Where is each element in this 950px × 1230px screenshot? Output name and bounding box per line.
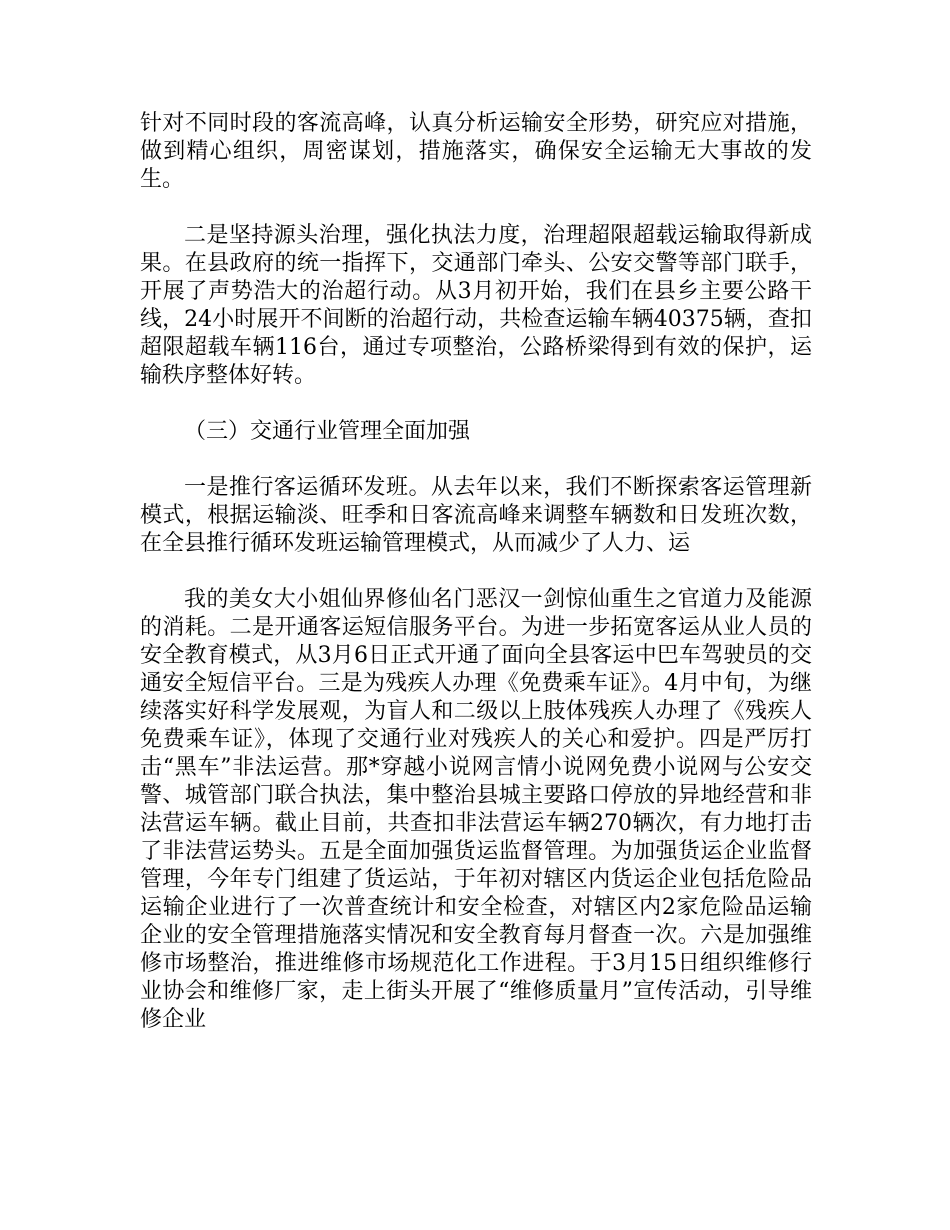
paragraph-management-measures: 我的美女大小姐仙界修仙名门恶汉一剑惊仙重生之官道力及能源的消耗。二是开通客运短信服务平台。为进一步拓宽客运从业人员的安全教育模式，从3月6日正式开通了面向全县客运中巴车驾驶员的交通安全短信平台。三是为残疾人办理《免费乘车证》。4月中旬，为继续落实好科学发展观，为盲人和二级以上肢体残疾人办理了《残疾人免费乘车证》，体现了交通行业对残疾人的关心和爱护。四是严厉打击“黑车”非法运营。那*穿越小说网言情小说网免费小说网与公安交警、城管部门联合执法，集中整治县城主要路口停放的异地经营和非法营运车辆。截止目前，共查扣非法营运车辆270辆次，有力地打击了非法营运势头。五是全面加强货运监督管理。为加强货运企业监督管理，今年专门组建了货运站，于年初对辖区内货运企业包括危险品运输企业进行了一次普查统计和安全检查，对辖区内2家危险品运输企业的安全管理措施落实情况和安全教育每月督查一次。六是加强维修市场整治，推进维修市场规范化工作进程。于3月15日组织维修行业协会和维修厂家，走上街头开展了“维修质量月”宣传活动，引导维修企业: [140, 587, 812, 1032]
section-heading: （三）交通行业管理全面加强: [184, 419, 471, 444]
paragraph-continuation: 针对不同时段的客流高峰，认真分析运输安全形势，研究应对措施，做到精心组织，周密谋划，措施落实，确保安全运输无大事故的发生。: [140, 111, 812, 192]
paragraph-overload-control: 二是坚持源头治理，强化执法力度，治理超限超载运输取得新成果。在县政府的统一指挥下，交通部门牵头、公安交警等部门联手，开展了声势浩大的治超行动。从3月初开始，我们在县乡主要公路干线，24小时展开不间断的治超行动，共检查运输车辆40375辆，查扣超限超载车辆116台，通过专项整治，公路桥梁得到有效的保护，运输秩序整体好转。: [140, 223, 812, 388]
document-page: [140, 110, 812, 1062]
paragraph-bus-scheduling: 一是推行客运循环发班。从去年以来，我们不断探索客运管理新模式，根据运输淡、旺季和日客流高峰来调整车辆数和日发班次数，在全县推行循环发班运输管理模式，从而减少了人力、运: [140, 475, 812, 556]
